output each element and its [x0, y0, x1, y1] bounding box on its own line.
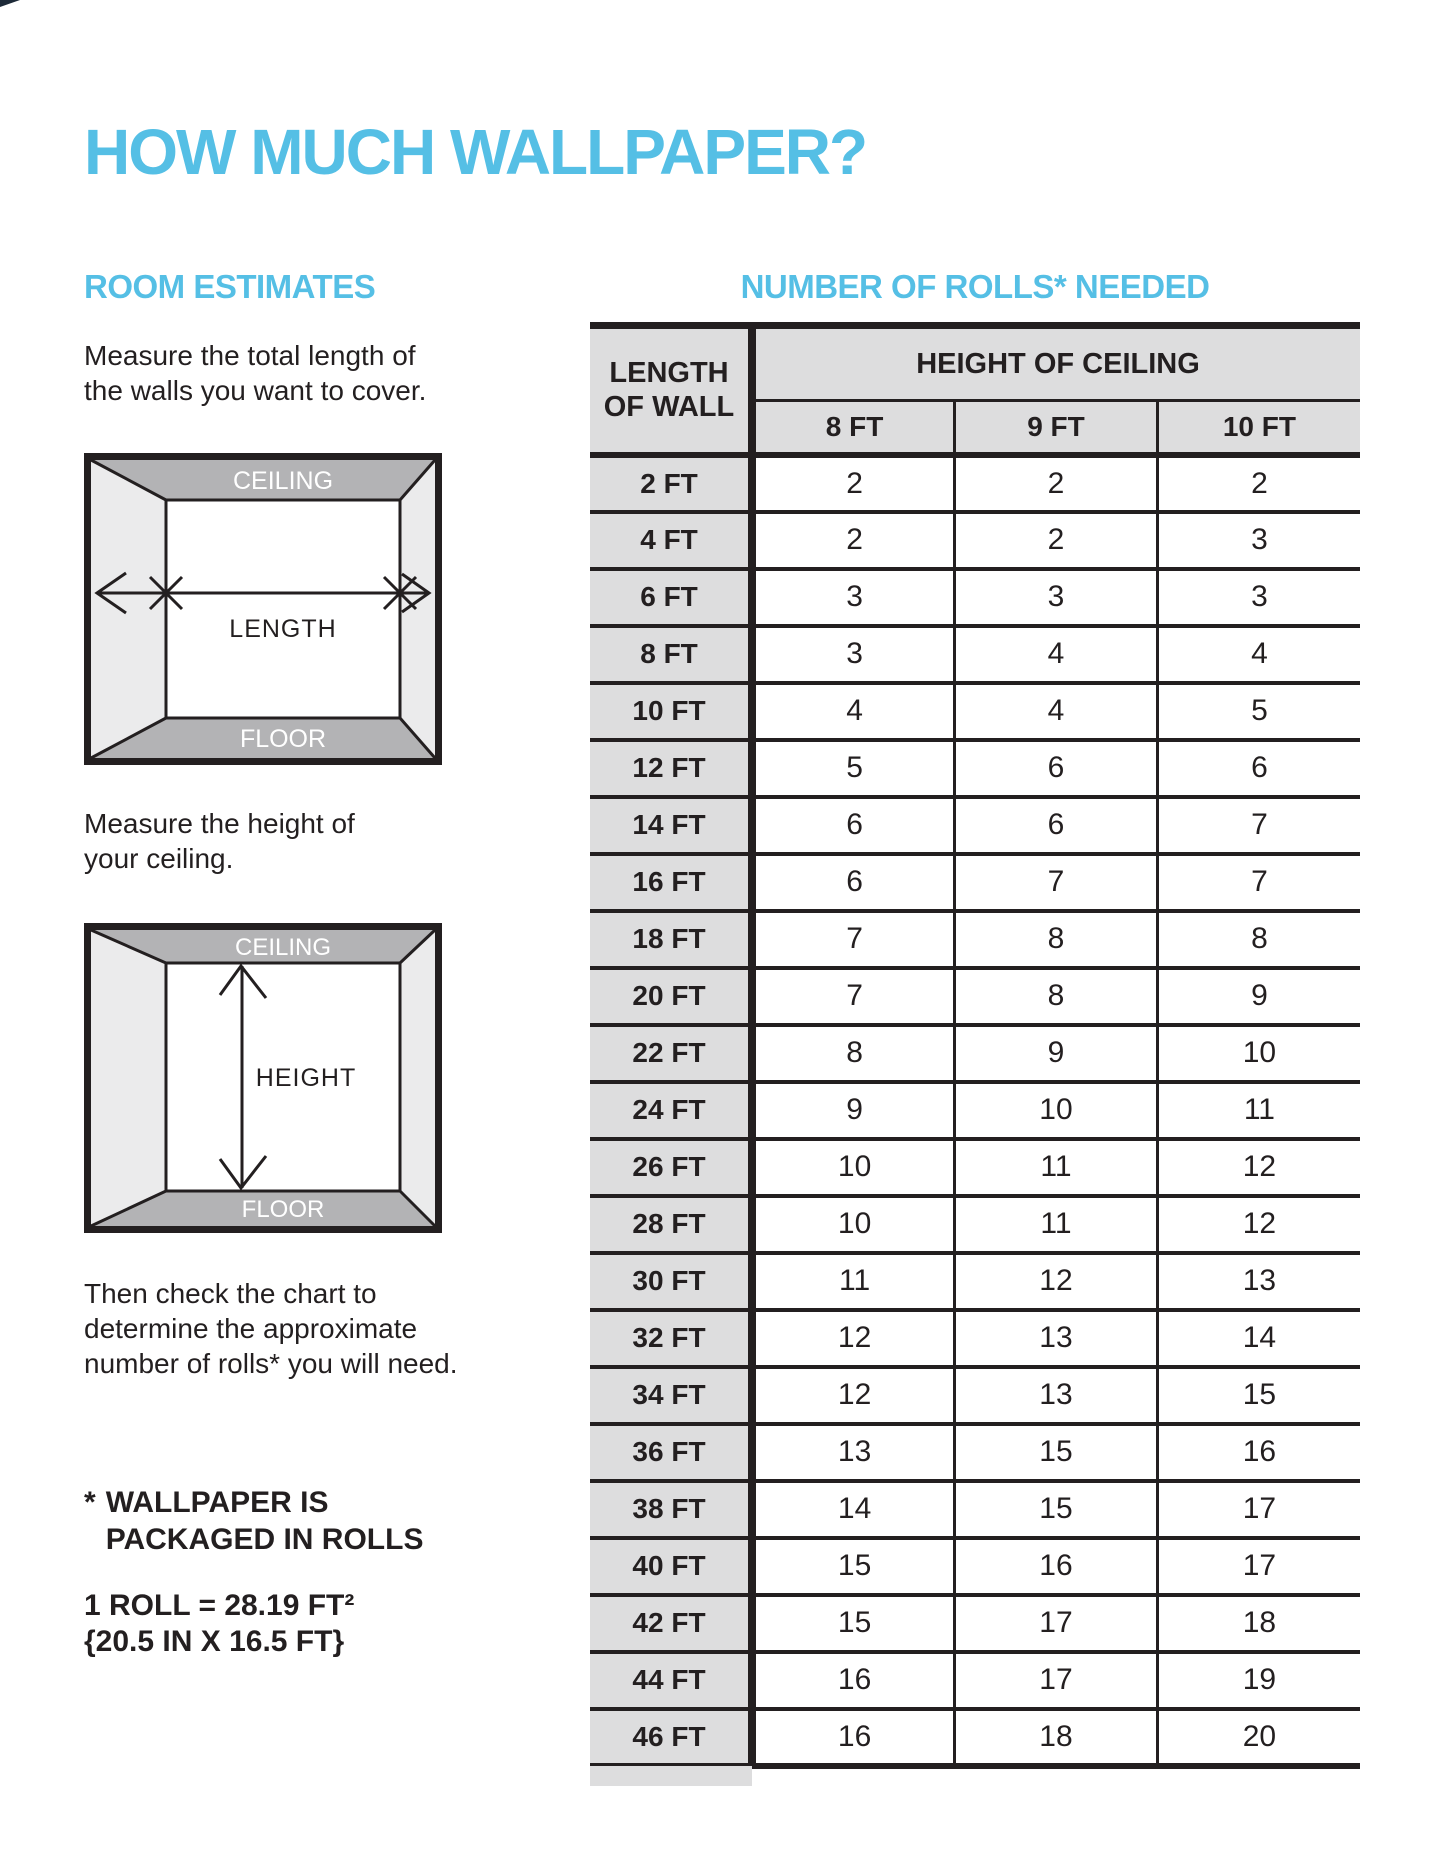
rolls-value-cell: 11	[955, 1196, 1158, 1253]
ceiling-8ft-header: 8 FT	[752, 401, 955, 455]
instruction-line: your ceiling.	[84, 843, 234, 874]
wall-length-cell: 4 FT	[590, 512, 752, 569]
wall-length-cell: 46 FT	[590, 1709, 752, 1766]
room-length-diagram	[84, 453, 442, 770]
rolls-value-cell: 7	[752, 911, 955, 968]
rolls-value-cell: 15	[955, 1481, 1158, 1538]
wall-length-cell: 8 FT	[590, 626, 752, 683]
wall-length-cell: 34 FT	[590, 1367, 752, 1424]
rolls-value-cell: 6	[955, 797, 1158, 854]
table-row	[590, 1424, 1360, 1481]
room-length-illustration	[84, 453, 442, 765]
room-estimates-heading: ROOM ESTIMATES	[84, 268, 376, 305]
length-label: LENGTH	[229, 615, 337, 643]
ceiling-label: CEILING	[234, 934, 332, 961]
length-of-wall-line: LENGTH	[609, 357, 729, 390]
table-row	[590, 626, 1360, 683]
page-title: HOW MUCH WALLPAPER?	[84, 115, 867, 188]
rolls-value-cell: 4	[1157, 626, 1360, 683]
table-row	[590, 1367, 1360, 1424]
rolls-value-cell: 8	[752, 1025, 955, 1082]
rolls-value-cell: 11	[955, 1139, 1158, 1196]
rolls-value-cell: 13	[955, 1367, 1158, 1424]
table-row	[590, 1709, 1360, 1766]
wall-length-cell: 2 FT	[590, 455, 752, 512]
page-corner-artifact	[0, 0, 20, 7]
table-row	[590, 1196, 1360, 1253]
rolls-value-cell: 12	[752, 1310, 955, 1367]
rolls-value-cell: 17	[1157, 1538, 1360, 1595]
rolls-value-cell: 10	[1157, 1025, 1360, 1082]
roll-size-line: 1 ROLL = 28.19 FT²	[84, 1589, 355, 1622]
rolls-value-cell: 8	[1157, 911, 1360, 968]
rolls-needed-heading: NUMBER OF ROLLS* NEEDED	[740, 268, 1210, 305]
rolls-value-cell: 12	[1157, 1139, 1360, 1196]
instruction-measure-height	[84, 806, 355, 876]
ceiling-9ft-header: 9 FT	[955, 401, 1158, 455]
roll-size-line: {20.5 IN X 16.5 FT}	[84, 1625, 345, 1658]
rolls-value-cell: 15	[752, 1538, 955, 1595]
table-gray-tail	[590, 1766, 752, 1786]
rolls-value-cell: 10	[752, 1139, 955, 1196]
wall-length-cell: 20 FT	[590, 968, 752, 1025]
rolls-value-cell: 12	[955, 1253, 1158, 1310]
rolls-table-head	[590, 326, 1360, 455]
wall-length-cell: 22 FT	[590, 1025, 752, 1082]
rolls-value-cell: 14	[1157, 1310, 1360, 1367]
wall-length-cell: 10 FT	[590, 683, 752, 740]
rolls-value-cell: 8	[955, 911, 1158, 968]
table-row	[590, 1139, 1360, 1196]
ceiling-label: CEILING	[232, 467, 334, 495]
rolls-value-cell: 10	[752, 1196, 955, 1253]
wall-length-cell: 14 FT	[590, 797, 752, 854]
footnote-text	[106, 1484, 424, 1558]
room-height-diagram	[84, 923, 442, 1238]
rolls-value-cell: 18	[955, 1709, 1158, 1766]
height-label: HEIGHT	[255, 1064, 357, 1092]
rolls-value-cell: 3	[752, 626, 955, 683]
rolls-value-cell: 5	[1157, 683, 1360, 740]
instruction-line: Then check the chart to	[84, 1278, 377, 1309]
rolls-value-cell: 18	[1157, 1595, 1360, 1652]
rolls-value-cell: 11	[1157, 1082, 1360, 1139]
wall-length-cell: 42 FT	[590, 1595, 752, 1652]
rolls-value-cell: 2	[752, 512, 955, 569]
floor-label: FLOOR	[239, 725, 327, 753]
wall-length-cell: 12 FT	[590, 740, 752, 797]
wall-length-cell: 32 FT	[590, 1310, 752, 1367]
table-row	[590, 683, 1360, 740]
instruction-line: Measure the height of	[84, 808, 355, 839]
rolls-value-cell: 10	[955, 1082, 1158, 1139]
rolls-value-cell: 6	[752, 854, 955, 911]
table-row	[590, 1310, 1360, 1367]
wall-length-cell: 26 FT	[590, 1139, 752, 1196]
ceiling-10ft-header: 10 FT	[1157, 401, 1360, 455]
rolls-value-cell: 13	[752, 1424, 955, 1481]
wall-length-cell: 24 FT	[590, 1082, 752, 1139]
rolls-value-cell: 3	[1157, 512, 1360, 569]
rolls-value-cell: 16	[752, 1652, 955, 1709]
rolls-value-cell: 9	[752, 1082, 955, 1139]
table-row	[590, 512, 1360, 569]
rolls-value-cell: 14	[752, 1481, 955, 1538]
rolls-value-cell: 2	[955, 512, 1158, 569]
rolls-value-cell: 20	[1157, 1709, 1360, 1766]
instruction-line: determine the approximate	[84, 1313, 418, 1344]
rolls-value-cell: 13	[955, 1310, 1158, 1367]
rolls-value-cell: 3	[752, 569, 955, 626]
instruction-measure-length	[84, 338, 426, 408]
rolls-value-cell: 16	[955, 1538, 1158, 1595]
wall-length-cell: 30 FT	[590, 1253, 752, 1310]
length-of-wall-line: OF WALL	[603, 391, 735, 424]
table-row	[590, 854, 1360, 911]
rolls-value-cell: 15	[1157, 1367, 1360, 1424]
rolls-value-cell: 12	[752, 1367, 955, 1424]
rolls-value-cell: 3	[955, 569, 1158, 626]
length-of-wall-header	[590, 326, 752, 455]
table-row	[590, 1253, 1360, 1310]
rolls-value-cell: 2	[752, 455, 955, 512]
rolls-value-cell: 9	[1157, 968, 1360, 1025]
table-row	[590, 797, 1360, 854]
rolls-value-cell: 19	[1157, 1652, 1360, 1709]
table-row	[590, 1595, 1360, 1652]
floor-label: FLOOR	[241, 1196, 325, 1223]
rolls-value-cell: 15	[955, 1424, 1158, 1481]
wall-length-cell: 6 FT	[590, 569, 752, 626]
rolls-value-cell: 7	[955, 854, 1158, 911]
rolls-value-cell: 13	[1157, 1253, 1360, 1310]
rolls-value-cell: 6	[752, 797, 955, 854]
rolls-value-cell: 17	[955, 1652, 1158, 1709]
rolls-value-cell: 4	[752, 683, 955, 740]
table-row	[590, 968, 1360, 1025]
wall-length-cell: 40 FT	[590, 1538, 752, 1595]
wall-length-cell: 16 FT	[590, 854, 752, 911]
table-row	[590, 740, 1360, 797]
wall-length-cell: 38 FT	[590, 1481, 752, 1538]
table-row	[590, 1082, 1360, 1139]
rolls-value-cell: 2	[1157, 455, 1360, 512]
asterisk: *	[84, 1486, 96, 1519]
wall-length-cell: 18 FT	[590, 911, 752, 968]
table-row	[590, 1025, 1360, 1082]
rolls-value-cell: 16	[1157, 1424, 1360, 1481]
instruction-line: the walls you want to cover.	[84, 375, 427, 406]
rolls-value-cell: 17	[1157, 1481, 1360, 1538]
table-row	[590, 911, 1360, 968]
table-row	[590, 455, 1360, 512]
footnote-line: PACKAGED IN ROLLS	[105, 1523, 424, 1556]
rolls-value-cell: 8	[955, 968, 1158, 1025]
instruction-check-chart	[84, 1276, 458, 1381]
wall-length-cell: 44 FT	[590, 1652, 752, 1709]
rolls-value-cell: 7	[1157, 854, 1360, 911]
instruction-line: number of rolls* you will need.	[84, 1348, 458, 1379]
roll-size-info	[84, 1588, 354, 1660]
rolls-value-cell: 6	[955, 740, 1158, 797]
rolls-table-body	[590, 455, 1360, 1766]
rolls-value-cell: 9	[955, 1025, 1158, 1082]
rolls-value-cell: 16	[752, 1709, 955, 1766]
wallpaper-rolls-footnote	[84, 1484, 423, 1558]
table-row	[590, 569, 1360, 626]
rolls-value-cell: 6	[1157, 740, 1360, 797]
rolls-value-cell: 3	[1157, 569, 1360, 626]
wall-length-cell: 36 FT	[590, 1424, 752, 1481]
height-of-ceiling-header: HEIGHT OF CEILING	[752, 326, 1360, 401]
rolls-value-cell: 11	[752, 1253, 955, 1310]
rolls-value-cell: 17	[955, 1595, 1158, 1652]
table-row	[590, 1538, 1360, 1595]
table-row	[590, 1481, 1360, 1538]
rolls-value-cell: 7	[752, 968, 955, 1025]
rolls-value-cell: 2	[955, 455, 1158, 512]
footnote-line: WALLPAPER IS	[105, 1486, 329, 1519]
rolls-value-cell: 12	[1157, 1196, 1360, 1253]
room-height-illustration	[84, 923, 442, 1233]
rolls-value-cell: 4	[955, 626, 1158, 683]
rolls-value-cell: 5	[752, 740, 955, 797]
rolls-value-cell: 4	[955, 683, 1158, 740]
rolls-value-cell: 15	[752, 1595, 955, 1652]
rolls-table	[590, 322, 1360, 1769]
wall-length-cell: 28 FT	[590, 1196, 752, 1253]
instruction-line: Measure the total length of	[84, 340, 416, 371]
table-row	[590, 1652, 1360, 1709]
rolls-value-cell: 7	[1157, 797, 1360, 854]
